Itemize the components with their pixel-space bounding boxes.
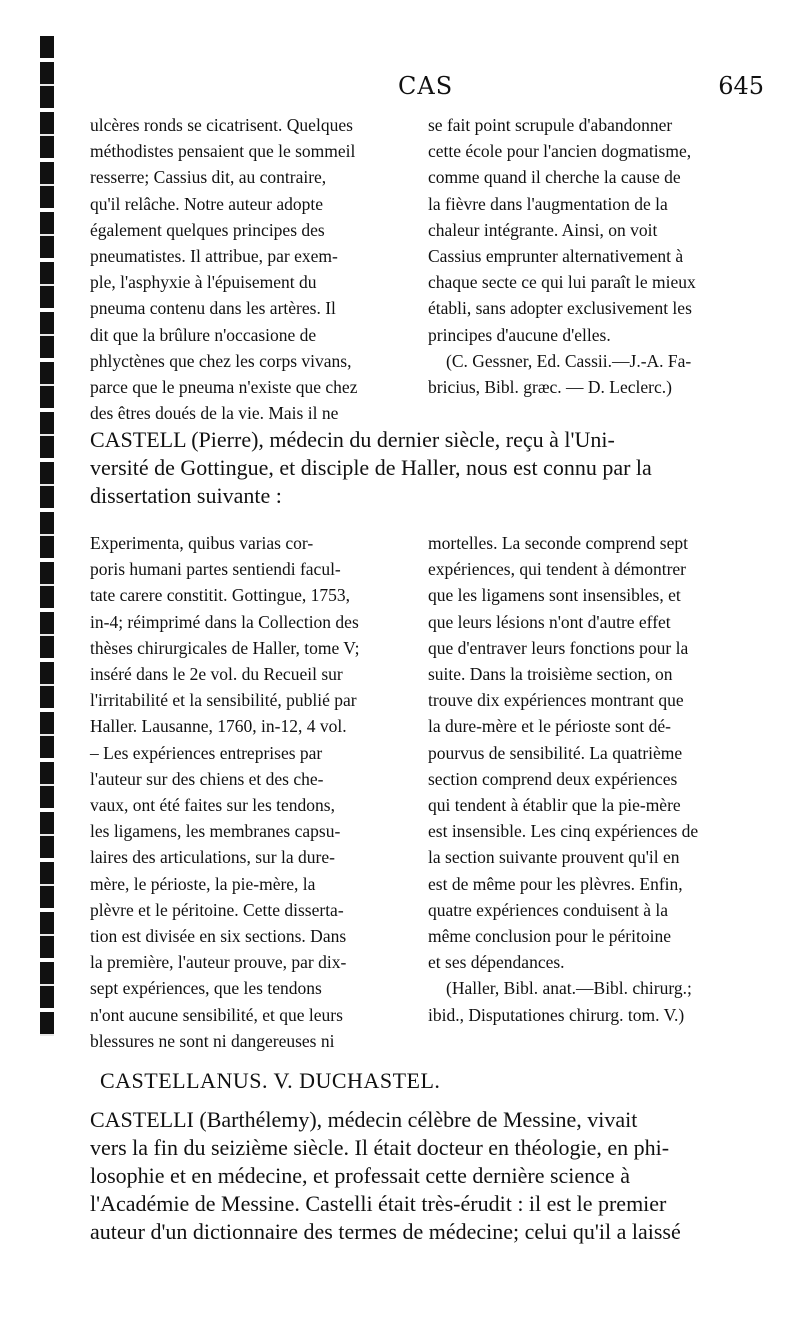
text-line: qui tendent à établir que la pie-mère <box>428 795 681 816</box>
entry-castell-intro <box>90 426 766 510</box>
text-line: qu'il relâche. Notre auteur adopte <box>90 193 323 214</box>
text-line: vaux, ont été faites sur les tendons, <box>90 795 335 816</box>
running-header <box>96 72 764 112</box>
text-line: comme quand il cherche la cause de <box>428 167 681 188</box>
text-line: est de même pour les plèvres. Enfin, <box>428 873 683 894</box>
text-line: – Les expériences entreprises par <box>90 742 323 763</box>
text-line: in-4; réimprimé dans la Collection des <box>90 611 359 632</box>
crossref-castellanus: CASTELLANUS. V. DUCHASTEL. <box>100 1068 441 1093</box>
text-line: parce que le pneuma n'existe que chez <box>90 377 358 398</box>
entry-line: l'Académie de Messine. Castelli était très-érudit : il est le premier <box>90 1191 667 1216</box>
text-line: des êtres doués de la vie. Mais il ne <box>90 403 339 424</box>
text-line: que d'entraver leurs fonctions pour la <box>428 637 689 658</box>
text-line: l'irritabilité et la sensibilité, publié par <box>90 690 357 711</box>
text-line: cette école pour l'ancien dogmatisme, <box>428 141 692 162</box>
reference-line: (C. Gessner, Ed. Cassii.—J.-A. Fa- <box>446 350 692 371</box>
text-line: les ligamens, les membranes capsu- <box>90 821 341 842</box>
text-line: la fièvre dans l'augmentation de la <box>428 193 668 214</box>
text-line: que leurs lésions n'ont d'autre effet <box>428 611 671 632</box>
text-line: chaque secte ce qui lui paraît le mieux <box>428 272 696 293</box>
entry-line: CASTELL (Pierre), médecin du dernier siècle, reçu à l'Uni- <box>90 427 615 452</box>
text-line: resserre; Cassius dit, au contraire, <box>90 167 327 188</box>
text-line: pneumatistes. Il attribue, par exem- <box>90 246 338 267</box>
text-line: thèses chirurgicales de Haller, tome V; <box>90 637 360 658</box>
entry-line: CASTELLI (Barthélemy), médecin célèbre de Messine, vivait <box>90 1107 638 1132</box>
text-line: établi, sans adopter exclusivement les <box>428 298 692 319</box>
entry-line: auteur d'un dictionnaire des termes de médecine; celui qu'il a laissé <box>90 1219 681 1244</box>
text-line: sept expériences, que les tendons <box>90 978 322 999</box>
entry-line: dissertation suivante : <box>90 483 282 508</box>
text-line: est insensible. Les cinq expériences de <box>428 821 699 842</box>
text-line: laires des articulations, sur la dure- <box>90 847 335 868</box>
text-line: trouve dix expériences montrant que <box>428 690 684 711</box>
text-line: l'auteur sur des chiens et des che- <box>90 768 324 789</box>
text-line: suite. Dans la troisième section, on <box>428 664 673 685</box>
text-line: tate carere constitit. Gottingue, 1753, <box>90 585 350 606</box>
text-line: expériences, qui tendent à démontrer <box>428 559 687 580</box>
text-line: poris humani partes sentiendi facul- <box>90 559 341 580</box>
text-line: principes d'aucune d'elles. <box>428 324 611 345</box>
text-line: mère, le périoste, la pie-mère, la <box>90 873 316 894</box>
text-line: se fait point scrupule d'abandonner <box>428 115 673 135</box>
text-line: pneuma contenu dans les artères. Il <box>90 298 336 319</box>
text-line: la première, l'auteur prouve, par dix- <box>90 952 347 973</box>
text-line: phlyctènes que chez les corps vivans, <box>90 350 352 371</box>
text-line: Experimenta, quibus varias cor- <box>90 533 314 553</box>
text-line: que les ligamens sont insensibles, et <box>428 585 681 606</box>
text-line: mortelles. La seconde comprend sept <box>428 533 688 553</box>
text-line: dit que la brûlure n'occasione de <box>90 324 317 345</box>
reference-line: ibid., Disputationes chirurg. tom. V.) <box>428 1004 685 1025</box>
text-line: n'ont aucune sensibilité, et que leurs <box>90 1004 343 1025</box>
entry-line: losophie et en médecine, et professait cette dernière science à <box>90 1163 630 1188</box>
text-line: méthodistes pensaient que le sommeil <box>90 141 356 162</box>
text-line: ple, l'asphyxie à l'épuisement du <box>90 272 317 293</box>
page-number: 645 <box>718 72 764 100</box>
text-line: Haller. Lausanne, 1760, in-12, 4 vol. <box>90 716 347 737</box>
text-line: inséré dans le 2e vol. du Recueil sur <box>90 664 343 685</box>
text-line: plèvre et le péritoine. Cette disserta- <box>90 899 344 920</box>
running-title: CAS <box>398 72 454 100</box>
text-line: tion est divisée en six sections. Dans <box>90 926 347 947</box>
castell-left-column <box>90 530 412 1054</box>
entry-castelli <box>90 1106 766 1246</box>
text-line: même conclusion pour le péritoine <box>428 926 671 947</box>
text-line: quatre expériences conduisent à la <box>428 899 669 920</box>
book-binding-edge <box>40 36 54 1036</box>
reference-line: (Haller, Bibl. anat.—Bibl. chirurg.; <box>446 978 692 999</box>
text-line: Cassius emprunter alternativement à <box>428 246 684 267</box>
castell-right-column <box>428 530 766 1028</box>
text-line: et ses dépendances. <box>428 952 565 973</box>
text-line: section comprend deux expériences <box>428 768 678 789</box>
entry-line: versité de Gottingue, et disciple de Haller, nous est connu par la <box>90 455 652 480</box>
text-line: la dure-mère et le périoste sont dé- <box>428 716 671 737</box>
text-line: ulcères ronds se cicatrisent. Quelques <box>90 115 353 135</box>
text-line: pourvus de sensibilité. La quatrième <box>428 742 683 763</box>
reference-line: bricius, Bibl. græc. — D. Leclerc.) <box>428 377 672 398</box>
text-line: la section suivante prouvent qu'il en <box>428 847 680 868</box>
text-line: chaleur intégrante. Ainsi, on voit <box>428 219 658 240</box>
cassius-left-column <box>90 112 412 426</box>
text-line: également quelques principes des <box>90 219 325 240</box>
text-line: blessures ne sont ni dangereuses ni <box>90 1030 335 1051</box>
cassius-right-column <box>428 112 766 400</box>
entry-line: vers la fin du seizième siècle. Il était docteur en théologie, en phi- <box>90 1135 670 1160</box>
